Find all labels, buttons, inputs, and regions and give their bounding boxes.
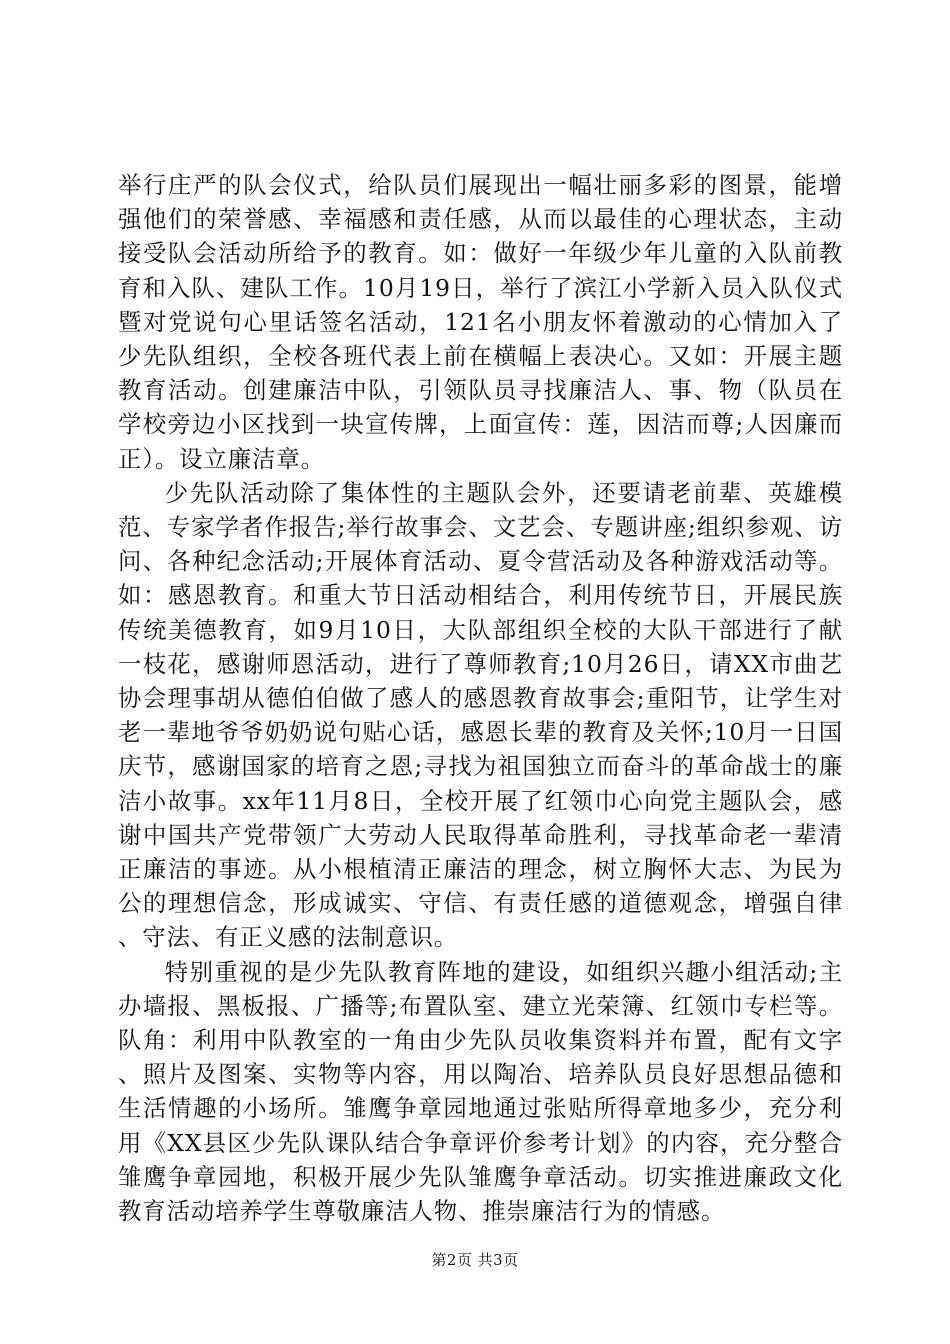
paragraph-education-base: 特别重视的是少先队教育阵地的建设，如组织兴趣小组活动;主办墙报、黑板报、广播等;布置队室、建立光荣簿、红领巾专栏等。队角：利用中队教室的一角由少先队员收集资料并布置，配有文字、照片及图案、实物等内容，用以陶冶、培养队员良好思想品德和生活情趣的小场所。雏鹰争章园地通过张贴所得章地多少，充分利用《XX县区少先队课队结合争章评价参考计划》的内容，充分整合雏鹰争章园地，积极开展少先队雏鹰争章活动。切实推进廉政文化教育活动培养学生尊敬廉洁人物、推崇廉洁行为的情感。 (118, 957, 843, 1226)
paragraph-continued: 举行庄严的队会仪式，给队员们展现出一幅壮丽多彩的图景，能增强他们的荣誉感、幸福感和责任感，从而以最佳的心理状态，主动接受队会活动所给予的教育。如：做好一年级少年儿童的入队前教育和入队、建队工作。10月19日，举行了滨江小学新入员入队仪式暨对党说句心里话签名活动，121名小朋友怀着激动的心情加入了少先队组织，全校各班代表上前在横幅上表决心。又如：开展主题教育活动。创建廉洁中队，引领队员寻找廉洁人、事、物（队员在学校旁边小区找到一块宣传牌，上面宣传：莲，因洁而尊;人因廉而正）。设立廉洁章。 (118, 171, 843, 473)
page-number-footer: 第2页 共3页 (431, 1251, 519, 1269)
paragraph-activities: 少先队活动除了集体性的主题队会外，还要请老前辈、英雄模范、专家学者作报告;举行故事会、文艺会、专题讲座;组织参观、访问、各种纪念活动;开展体育活动、夏令营活动及各种游戏活动等。如：感恩教育。和重大节日活动相结合，利用传统节日，开展民族传统美德教育，如9月10日，大队部组织全校的大队干部进行了献一枝花，感谢师恩活动，进行了尊师教育;10月26日，请XX市曲艺协会理事胡从德伯伯做了感人的感恩教育故事会;重阳节，让学生对老一辈地爷爷奶奶说句贴心话，感恩长辈的教育及关怀;10月一日国庆节，感谢国家的培育之恩;寻找为祖国独立而奋斗的革命战士的廉洁小故事。xx年11月8日，全校开展了红领巾心向党主题队会，感谢中国共产党带领广大劳动人民取得革命胜利，寻找革命老一辈清正廉洁的事迹。从小根植清正廉洁的理念，树立胸怀大志、为民为公的理想信念，形成诚实、守信、有责任感的道德观念，增强自律、守法、有正义感的法制意识。 (118, 478, 843, 952)
document-body (118, 168, 843, 1228)
